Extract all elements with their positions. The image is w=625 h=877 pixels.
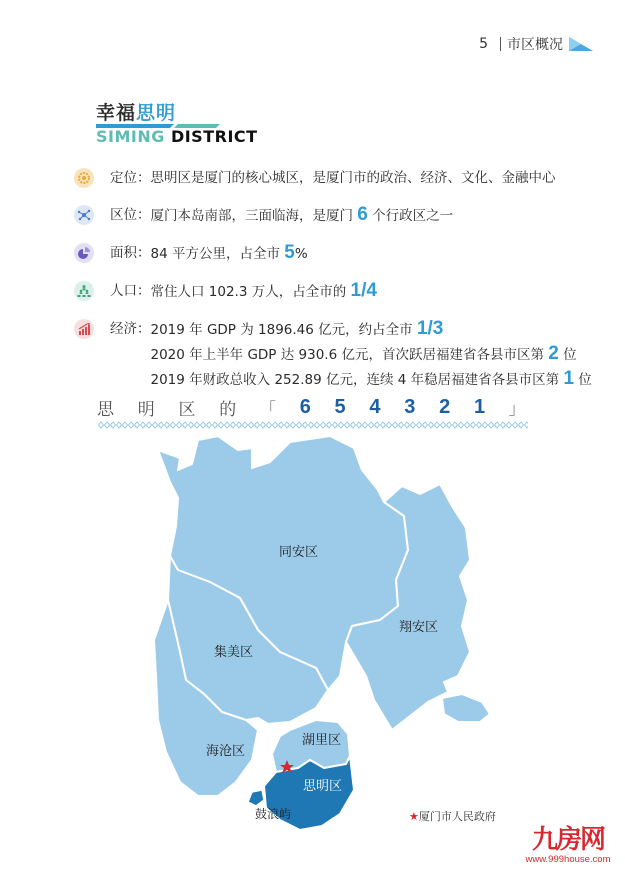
map-label-tongan: 同安区 <box>279 545 319 560</box>
gear-icon <box>74 168 94 188</box>
section-title: 市区概况 <box>507 37 563 53</box>
section-banner <box>97 395 525 420</box>
fact-highlight-number: 1/4 <box>350 280 377 301</box>
map-label-jimei: 集美区 <box>214 645 254 660</box>
fact-highlight-number: 5 <box>284 242 295 263</box>
star-icon: ★ <box>409 810 419 823</box>
pie-chart-icon <box>74 243 94 263</box>
fact-highlight-number: 2 <box>548 343 559 364</box>
watermark-logo: 九房网 <box>531 825 604 855</box>
facts-list <box>74 168 594 407</box>
page-number: 5 <box>479 36 488 52</box>
fact-text: 位 <box>558 347 577 363</box>
english-subtitle <box>96 127 258 146</box>
fact-text: 位 <box>574 372 592 388</box>
banner-digit: 3 <box>404 396 416 418</box>
fact-text: 2020 年上半年 GDP 达 930.6 亿元，首次跃居福建省各县市区第 <box>150 347 549 363</box>
corner-triangle-icon <box>569 37 593 51</box>
banner-char: 的 <box>219 400 237 420</box>
map-label-haicang: 海沧区 <box>206 744 246 759</box>
fact-text: 84 平方公里，占全市 <box>150 246 285 262</box>
subtitle-siming: SIMING <box>96 127 165 146</box>
fact-text: % <box>294 246 308 262</box>
map-legend <box>409 808 496 824</box>
fact-text: 思明区是厦门的核心城区，是厦门市的政治、经济、文化、金融中心 <box>150 170 556 186</box>
diamond-divider <box>98 421 528 429</box>
title-highlight: 思明 <box>136 102 177 124</box>
page-title <box>96 98 176 125</box>
fact-label: 人口： <box>110 283 151 299</box>
page-header <box>479 34 593 54</box>
fact-positioning <box>74 168 594 192</box>
map-label-xiangan: 翔安区 <box>399 620 439 635</box>
fact-text: 厦门本岛南部，三面临海，是厦门 <box>150 208 358 224</box>
fact-highlight-number: 6 <box>357 204 368 225</box>
banner-digit: 6 <box>299 396 311 418</box>
map-label-huli: 湖里区 <box>302 733 342 748</box>
network-nodes-icon <box>74 205 94 225</box>
fact-text: 个行政区之一 <box>367 208 454 224</box>
fact-population <box>74 281 594 306</box>
fact-economy <box>74 319 594 394</box>
watermark-url: www.999house.com <box>525 854 611 865</box>
islet-gulangyu <box>248 790 264 806</box>
fact-location <box>74 205 594 230</box>
banner-char: 思 <box>97 400 114 420</box>
fact-text: 2019 年财政总收入 252.89 亿元，连续 4 年稳居福建省各县市区第 <box>150 372 564 388</box>
subtitle-district: DISTRICT <box>164 127 258 146</box>
fact-label: 区位： <box>110 207 151 223</box>
fact-text: 常住人口 102.3 万人，占全市的 <box>150 284 351 300</box>
legend-text: 厦门市人民政府 <box>418 810 496 823</box>
fact-label: 面积： <box>110 245 151 261</box>
banner-close-bracket: 」 <box>508 399 525 418</box>
banner-digit: 5 <box>334 396 346 418</box>
banner-digit: 2 <box>439 396 451 418</box>
banner-open-bracket: 「 <box>259 399 276 418</box>
fact-area <box>74 243 594 268</box>
fact-highlight-number: 1/3 <box>416 318 444 339</box>
islet-east <box>442 694 490 722</box>
header-divider <box>500 37 501 51</box>
banner-char: 区 <box>178 400 196 420</box>
title-plain: 幸福 <box>96 102 137 124</box>
watermark <box>523 826 613 865</box>
people-hierarchy-icon <box>74 281 94 301</box>
banner-digit: 1 <box>473 396 486 418</box>
map-label-siming: 思明区 <box>303 779 343 794</box>
fact-text: 2019 年 GDP 为 1896.46 亿元，约占全市 <box>150 322 417 338</box>
fact-label: 经济： <box>110 321 151 337</box>
map-label-gulangyu: 鼓浪屿 <box>255 807 292 821</box>
banner-digit: 4 <box>369 396 381 418</box>
banner-char: 明 <box>137 400 155 420</box>
fact-label: 定位： <box>110 170 151 186</box>
growth-chart-icon <box>74 319 94 339</box>
fact-highlight-number: 1 <box>563 368 575 389</box>
